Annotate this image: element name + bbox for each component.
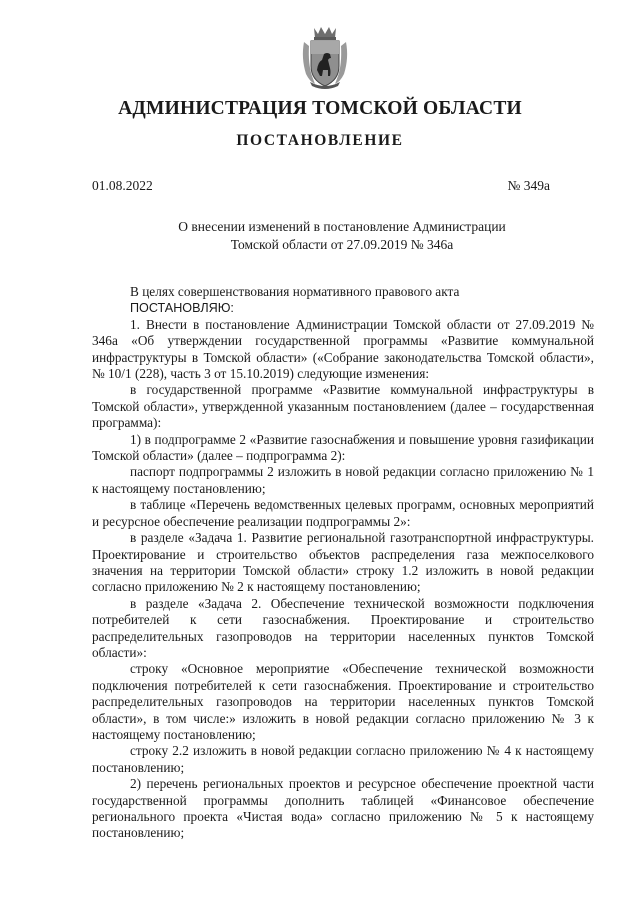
paragraph: строку 2.2 изложить в новой редакции согласно приложению № 4 к настоящему постановлению; <box>92 743 594 775</box>
document-date: 01.08.2022 <box>92 178 153 193</box>
paragraph: в разделе «Задача 1. Развитие региональной газотранспортной инфраструктуры. Проектирование и строительство объектов распределения газа межпоселкового значения на территории Томской области» строку 1.2 изложить в новой редакции согласно приложению № 2 к настоящему постановлению; <box>92 530 594 595</box>
paragraph: в таблице «Перечень ведомственных целевых программ, основных мероприятий и ресурсное обеспечение реализации подпрограммы 2»: <box>92 497 594 529</box>
subject-line: Томской области от 27.09.2019 № 346а <box>230 237 454 252</box>
document-type: ПОСТАНОВЛЕНИЕ <box>236 132 404 149</box>
paragraph: паспорт подпрограммы 2 изложить в новой редакции согласно приложению № 1 к настоящему постановлению; <box>92 464 594 496</box>
document-subject <box>92 218 592 254</box>
paragraph: в государственной программе «Развитие коммунальной инфраструктуры в Томской области», утвержденной указанным постановлением (далее – государственная программа): <box>92 382 594 431</box>
document-body <box>92 284 594 842</box>
paragraph: строку «Основное мероприятие «Обеспечение технической возможности подключения потребителей к сети газоснабжения. Проектирование и строительство распределительных газопроводов на территории населенных пунктов Томской области», в том числе:» изложить в новой редакции согласно приложению № 3 к настоящему постановлению; <box>92 661 594 742</box>
tomsk-coat-of-arms-icon <box>300 24 350 90</box>
preamble: В целях совершенствования нормативного правового акта <box>130 284 460 299</box>
decree-word: ПОСТАНОВЛЯЮ: <box>130 301 234 316</box>
document-number: № 349а <box>507 178 550 193</box>
paragraph: 2) перечень региональных проектов и ресурсное обеспечение проектной части государственной программы дополнить таблицей «Финансовое обеспечение регионального проекта «Чистая вода» согласно приложению № 5 к настоящему постановлению; <box>92 776 594 841</box>
paragraph: 1) в подпрограмме 2 «Развитие газоснабжения и повышение уровня газификации Томской области» (далее – подпрограмма 2): <box>92 431 594 464</box>
paragraph: 1. Внести в постановление Администрации Томской области от 27.09.2019 № 346а «Об утверждении государственной программы «Развитие коммунальной инфраструктуры в Томской области» («Собрание законодательства Томской области», № 10/1 (228), часть 3 от 15.10.2019) следующие изменения: <box>92 316 594 382</box>
organization-title: АДМИНИСТРАЦИЯ ТОМСКОЙ ОБЛАСТИ <box>118 98 522 119</box>
paragraph: в разделе «Задача 2. Обеспечение технической возможности подключения потребителей к сети газоснабжения. Проектирование и строительство распределительных газопроводов на территории населенных пунктов Томской области»: <box>92 595 594 660</box>
subject-line: О внесении изменений в постановление Администрации <box>178 219 506 234</box>
